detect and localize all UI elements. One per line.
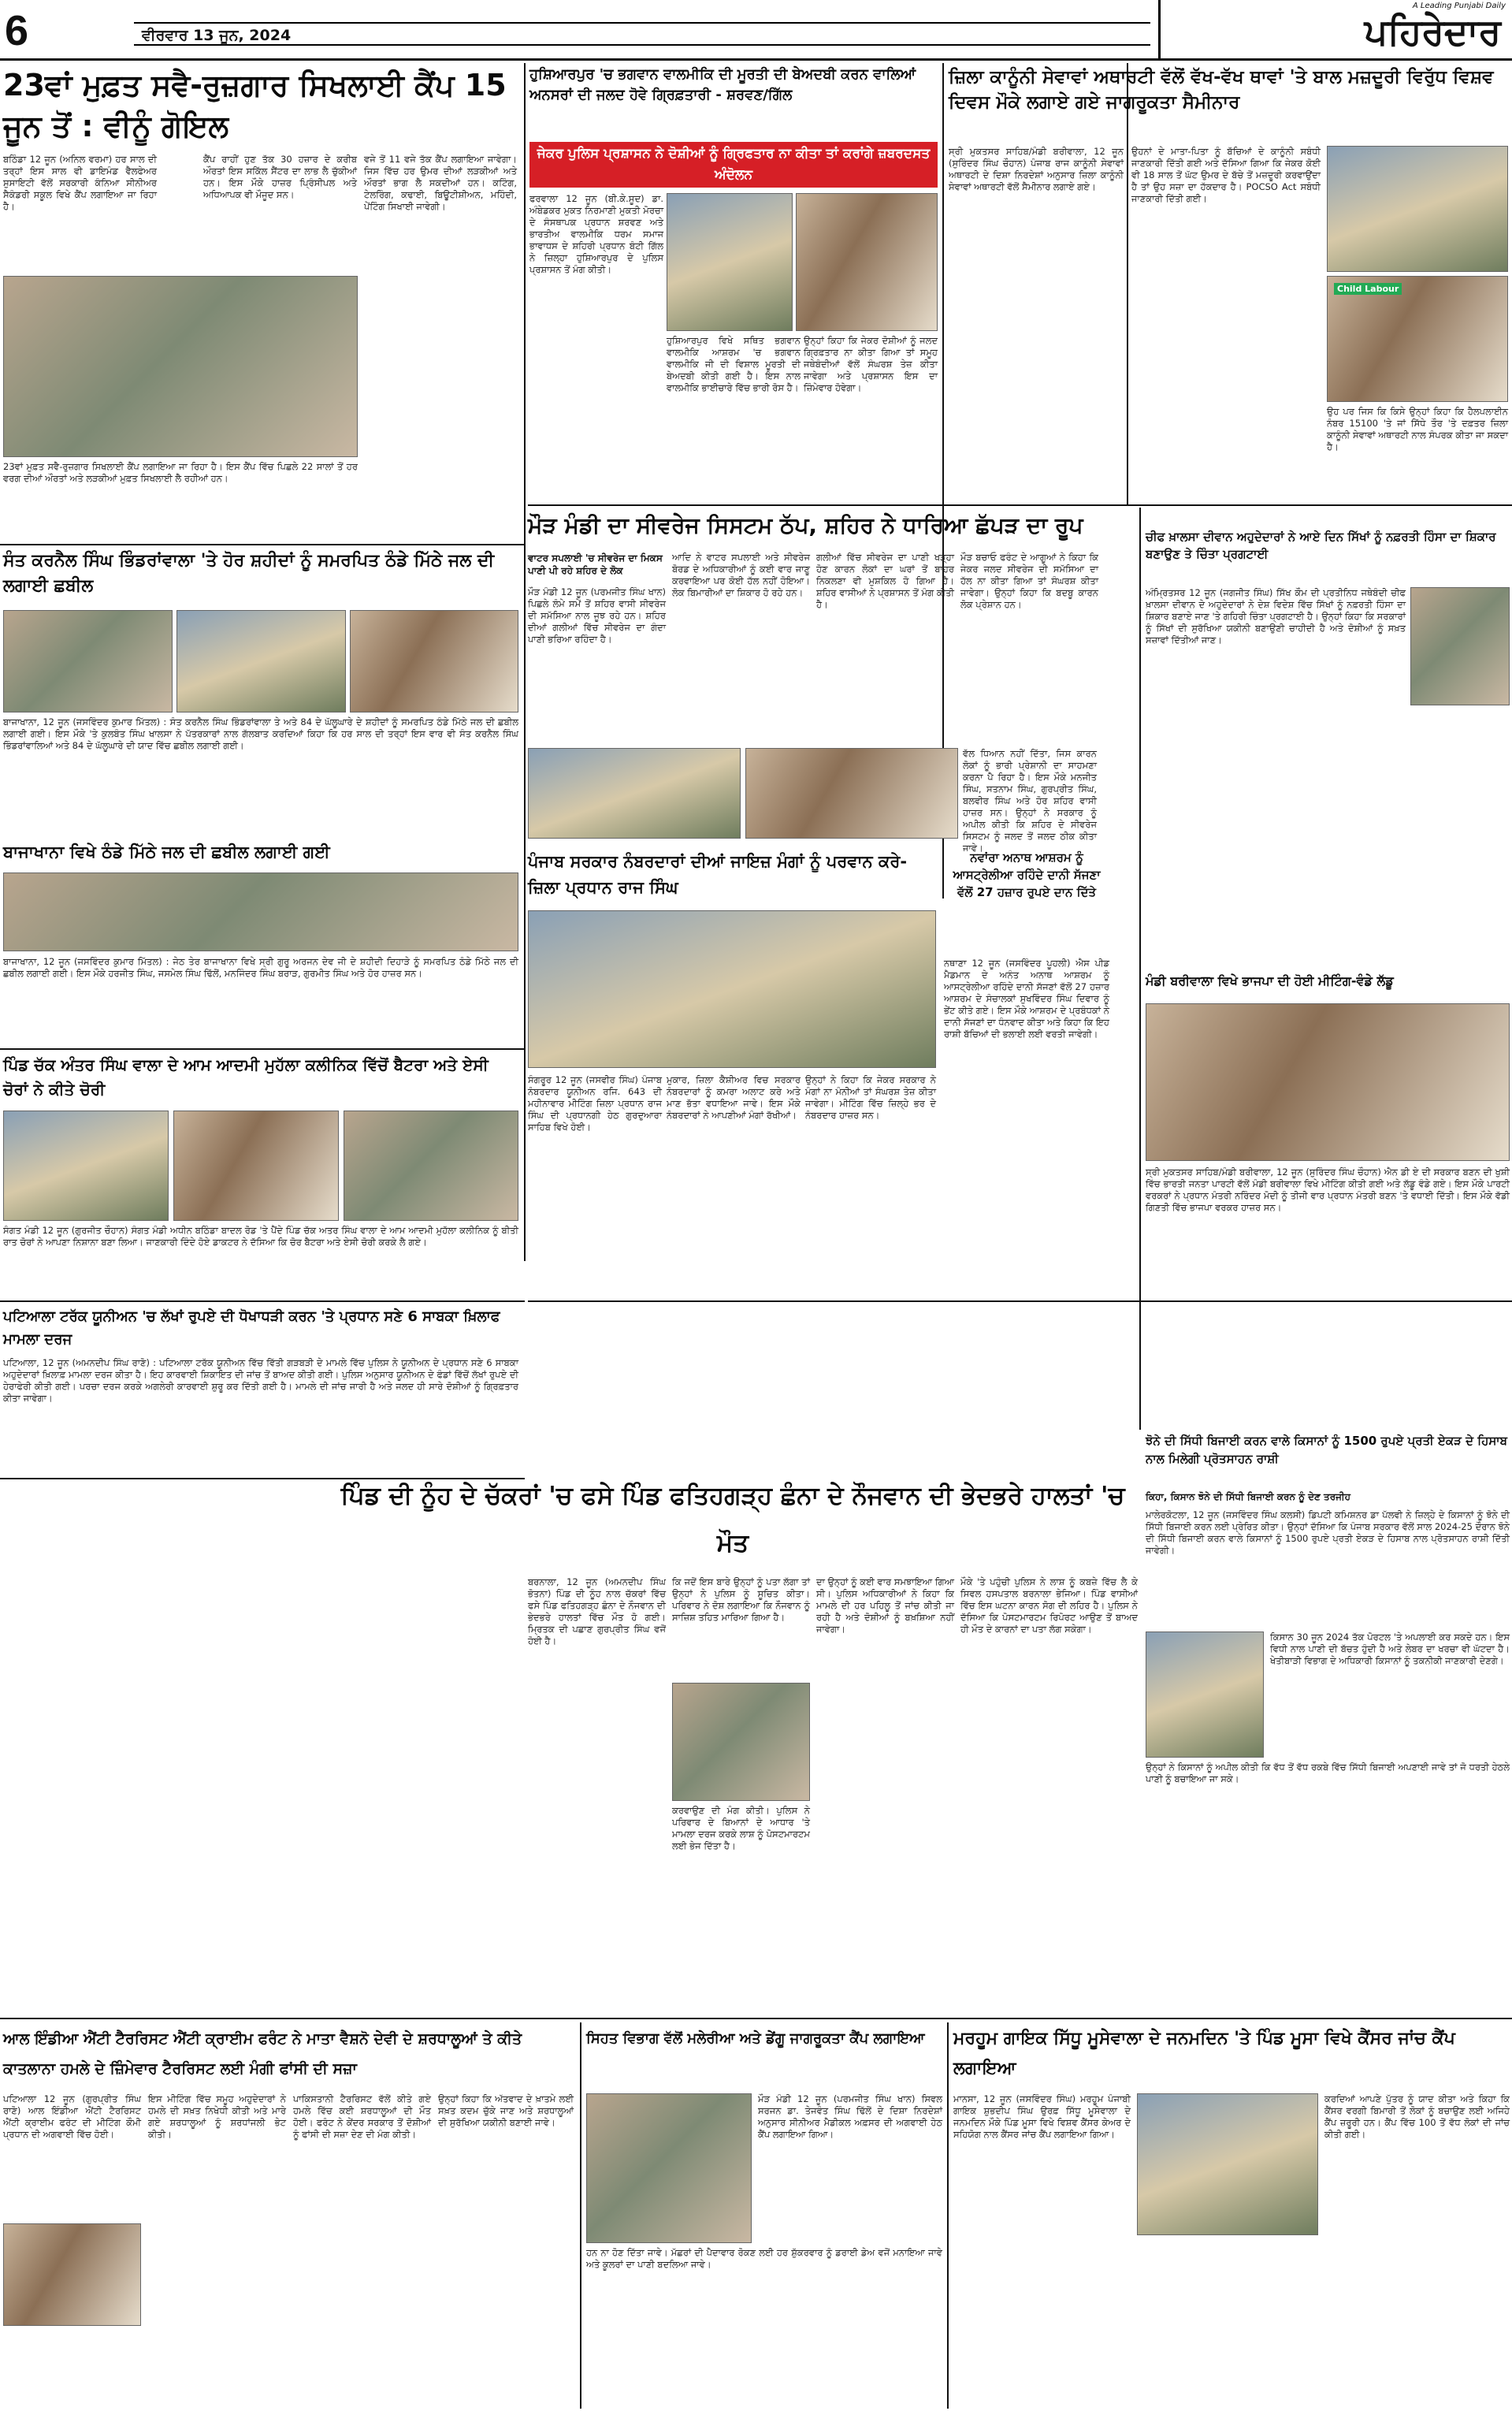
chhabeel-photo-3 <box>350 610 518 713</box>
seminar-body-1: ਸ੍ਰੀ ਮੁਕਤਸਰ ਸਾਹਿਬ/ਮੰਡੀ ਬਰੀਵਾਲਾ, 12 ਜੂਨ (ਸੁਰਿੰਦਰ ਸਿੰਘ ਚੌਹਾਨ) ਪੰਜਾਬ ਰਾਜ ਕਾਨੂੰਨੀ ਸੇਵਾਵਾਂ ਅਥਾਰਟੀ ਦੇ ਦਿਸ਼ਾ ਨਿਰਦੇਸ਼ਾਂ ਅਨੁਸਾਰ ਜ਼ਿਲਾ ਕਾਨੂੰਨੀ ਸੇਵਾਵਾਂ ਅਥਾਰਟੀ ਵੱਲੋਂ ਸੈਮੀਨਾਰ ਲਗਾਏ ਗਏ। <box>949 146 1124 192</box>
drown-body-1: ਬਰਨਾਲਾ, 12 ਜੂਨ (ਅਮਨਦੀਪ ਸਿੰਘ ਭੋਤਨਾ) ਪਿੰਡ ਦੀ ਨੂੰਹ ਨਾਲ ਚੱਕਰਾਂ ਵਿੱਚ ਫਸੇ ਪਿੰਡ ਫਤਿਹਗੜ੍ਹ ਛੰਨਾ ਦੇ ਨੌਜਵਾਨ ਦੀ ਭੇਦਭਰੇ ਹਾਲਤਾਂ ਵਿੱਚ ਮੌਤ ਹੋ ਗਈ। ਮ੍ਰਿਤਕ ਦੀ ਪਛਾਣ ਗੁਰਪ੍ਰੀਤ ਸਿੰਘ ਵਜੋਂ ਹੋਈ ਹੈ। <box>528 1576 666 1646</box>
farmers-body-3: ਉਨ੍ਹਾਂ ਨੇ ਕਿਸਾਨਾਂ ਨੂੰ ਅਪੀਲ ਕੀਤੀ ਕਿ ਵੱਧ ਤੋਂ ਵੱਧ ਰਕਬੇ ਵਿੱਚ ਸਿੱਧੀ ਬਿਜਾਈ ਅਪਣਾਈ ਜਾਵੇ ਤਾਂ ਜੋ ਧਰਤੀ ਹੇਠਲੇ ਪਾਣੀ ਨੂੰ ਬਚਾਇਆ ਜਾ ਸਕੇ। <box>1146 1762 1510 1784</box>
malaria-body-1: ਮੌੜ ਮੰਡੀ 12 ਜੂਨ (ਪਰਮਜੀਤ ਸਿੰਘ ਖਾਨ) ਸਿਵਲ ਸਰਜਨ ਡਾ. ਤੇਜਵੰਤ ਸਿੰਘ ਢਿੱਲੋਂ ਦੇ ਦਿਸ਼ਾ ਨਿਰਦੇਸ਼ਾਂ ਅਨੁਸਾਰ ਸੀਨੀਅਰ ਮੈਡੀਕਲ ਅਫ਼ਸਰ ਦੀ ਅਗਵਾਈ ਹੇਠ ਕੈਂਪ ਲਗਾਇਆ ਗਿਆ। <box>758 2093 942 2140</box>
drown-photo <box>672 1683 810 1801</box>
story-drown-body <box>528 1576 1139 2018</box>
seminar-photo-2 <box>1327 276 1508 402</box>
drown-body-3: ਕਰਵਾਉਣ ਦੀ ਮੰਗ ਕੀਤੀ। ਪੁਲਿਸ ਨੇ ਪਰਿਵਾਰ ਦੇ ਬਿਆਨਾਂ ਦੇ ਆਧਾਰ 'ਤੇ ਮਾਮਲਾ ਦਰਜ ਕਰਕੇ ਲਾਸ਼ ਨੂੰ ਪੋਸਟਮਾਰਟਮ ਲਈ ਭੇਜ ਦਿੱਤਾ ਹੈ। <box>672 1805 810 1851</box>
divider <box>528 1300 1512 1302</box>
moosewala-body-2: ਕਰਦਿਆਂ ਆਪਣੇ ਪੁੱਤਰ ਨੂੰ ਯਾਦ ਕੀਤਾ ਅਤੇ ਕਿਹਾ ਕਿ ਕੈਂਸਰ ਵਰਗੀ ਬਿਮਾਰੀ ਤੋਂ ਲੋਕਾਂ ਨੂੰ ਬਚਾਉਣ ਲਈ ਅਜਿਹੇ ਕੈਂਪ ਜ਼ਰੂਰੀ ਹਨ। ਕੈਂਪ ਵਿੱਚ 100 ਤੋਂ ਵੱਧ ਲੋਕਾਂ ਦੀ ਜਾਂਚ ਕੀਤੀ ਗਈ। <box>1324 2093 1510 2140</box>
headline-clinic: ਪਿੰਡ ਚੱਕ ਅੰਤਰ ਸਿੰਘ ਵਾਲਾ ਦੇ ਆਮ ਆਦਮੀ ਮੁਹੱਲਾ ਕਲੀਨਿਕ ਵਿੱਚੋਂ ਬੈਟਰਾ ਅਤੇ ਏਸੀ ਚੋਰਾਂ ਨੇ ਕੀਤੇ ਚੋਰੀ <box>3 1055 489 1099</box>
camp-body-1: ਬਠਿੰਡਾ 12 ਜੂਨ (ਅਨਿਲ ਵਰਮਾ) ਹਰ ਸਾਲ ਦੀ ਤਰ੍ਹਾਂ ਇਸ ਸਾਲ ਵੀ ਡਾਇਮੰਡ ਵੈਲਫੇਅਰ ਸੁਸਾਇਟੀ ਵੱਲੋਂ ਸਰਕਾਰੀ ਕੰਨਿਆ ਸੀਨੀਅਰ ਸੈਕੰਡਰੀ ਸਕੂਲ ਵਿਖੇ ਕੈਂਪ ਲਗਾਇਆ ਜਾ ਰਿਹਾ ਹੈ। <box>3 154 157 212</box>
drown-body-2: ਕਿ ਜਦੋਂ ਇਸ ਬਾਰੇ ਉਨ੍ਹਾਂ ਨੂੰ ਪਤਾ ਲੱਗਾ ਤਾਂ ਉਨ੍ਹਾਂ ਨੇ ਪੁਲਿਸ ਨੂੰ ਸੂਚਿਤ ਕੀਤਾ। ਪਰਿਵਾਰ ਨੇ ਦੋਸ਼ ਲਗਾਇਆ ਕਿ ਨੌਜਵਾਨ ਨੂੰ ਸਾਜ਼ਿਸ਼ ਤਹਿਤ ਮਾਰਿਆ ਗਿਆ ਹੈ। <box>672 1576 810 1623</box>
arrest-photo-1 <box>667 193 793 331</box>
clinic-photo-2 <box>173 1111 339 1221</box>
paper-tagline: A Leading Punjabi Daily <box>1412 2 1506 10</box>
terror-photo <box>3 2223 141 2326</box>
bjp-body: ਸ੍ਰੀ ਮੁਕਤਸਰ ਸਾਹਿਬ/ਮੰਡੀ ਬਰੀਵਾਲਾ, 12 ਜੂਨ (ਸੁਰਿੰਦਰ ਸਿੰਘ ਚੌਹਾਨ) ਐਨ ਡੀ ਏ ਦੀ ਸਰਕਾਰ ਬਣਨ ਦੀ ਖੁਸ਼ੀ ਵਿੱਚ ਭਾਰਤੀ ਜਨਤਾ ਪਾਰਟੀ ਵੱਲੋਂ ਮੰਡੀ ਬਰੀਵਾਲਾ ਵਿਖੇ ਮੀਟਿੰਗ ਕੀਤੀ ਗਈ ਅਤੇ ਲੱਡੂ ਵੰਡੇ ਗਏ। ਇਸ ਮੌਕੇ ਪਾਰਟੀ ਵਰਕਰਾਂ ਨੇ ਪ੍ਰਧਾਨ ਮੰਤਰੀ ਨਰਿੰਦਰ ਮੋਦੀ ਨੂੰ ਤੀਜੀ ਵਾਰ ਪ੍ਰਧਾਨ ਮੰਤਰੀ ਬਣਨ 'ਤੇ ਵਧਾਈ ਦਿੱਤੀ। ਇਸ ਮੌਕੇ ਵੱਡੀ ਗਿਣਤੀ ਵਿੱਚ ਭਾਜਪਾ ਵਰਕਰ ਹਾਜ਼ਰ ਸਨ। <box>1146 1166 1510 1213</box>
story-bjp <box>1144 966 1512 1431</box>
clinic-body: ਸੰਗਤ ਮੰਡੀ 12 ਜੂਨ (ਗੁਰਜੀਤ ਚੌਹਾਨ) ਸੰਗਤ ਮੰਡੀ ਅਧੀਨ ਬਠਿੰਡਾ ਬਾਦਲ ਰੋਡ 'ਤੇ ਪੈਂਦੇ ਪਿੰਡ ਚੱਕ ਅਤਰ ਸਿੰਘ ਵਾਲਾ ਦੇ ਆਮ ਆਦਮੀ ਮੁਹੱਲਾ ਕਲੀਨਿਕ ਨੂੰ ਬੀਤੀ ਰਾਤ ਚੋਰਾਂ ਨੇ ਆਪਣਾ ਨਿਸ਼ਾਨਾ ਬਣਾ ਲਿਆ। ਜਾਣਕਾਰੀ ਦਿੰਦੇ ਹੋਏ ਡਾਕਟਰ ਨੇ ਦੱਸਿਆ ਕਿ ਚੋਰ ਬੈਟਰਾ ਅਤੇ ਏਸੀ ਚੋਰੀ ਕਰਕੇ ਲੈ ਗਏ। <box>3 1225 518 1248</box>
headline-arrest: ਹੁਸ਼ਿਆਰਪੁਰ 'ਚ ਭਗਵਾਨ ਵਾਲਮੀਕਿ ਦੀ ਮੂਰਤੀ ਦੀ ਬੇਅਦਬੀ ਕਰਨ ਵਾਲਿਆਂ ਅਨਸਰਾਂ ਦੀ ਜਲਦ ਹੋਵੇ ਗ੍ਰਿਫ਼ਤਾਰੀ - ਸ਼ਰਵਣ/ਗਿੱਲ <box>529 66 916 103</box>
bjp-photo <box>1146 1003 1510 1161</box>
drown-body-4: ਦਾ ਉਨ੍ਹਾਂ ਨੂੰ ਕਈ ਵਾਰ ਸਮਝਾਇਆ ਗਿਆ ਸੀ। ਪੁਲਿਸ ਅਧਿਕਾਰੀਆਂ ਨੇ ਕਿਹਾ ਕਿ ਮਾਮਲੇ ਦੀ ਹਰ ਪਹਿਲੂ ਤੋਂ ਜਾਂਚ ਕੀਤੀ ਜਾ ਰਹੀ ਹੈ ਅਤੇ ਦੋਸ਼ੀਆਂ ਨੂੰ ਬਖ਼ਸ਼ਿਆ ਨਹੀਂ ਜਾਵੇਗਾ। <box>816 1576 954 1635</box>
clinic-photo-3 <box>344 1111 518 1221</box>
arrest-body-2: ਹੁਸ਼ਿਆਰਪੁਰ ਵਿਖੇ ਸਥਿਤ ਭਗਵਾਨ ਵਾਲਮੀਕਿ ਆਸ਼ਰਮ 'ਚ ਭਗਵਾਨ ਵਾਲਮੀਕਿ ਜੀ ਦੀ ਵਿਸ਼ਾਲ ਮੂਰਤੀ ਦੀ ਬੇਅਦਬੀ ਕੀਤੀ ਗਈ ਹੈ। ਇਸ ਨਾਲ ਵਾਲਮੀਕਿ ਭਾਈਚਾਰੇ ਵਿੱਚ ਭਾਰੀ ਰੋਸ ਹੈ। <box>667 335 801 393</box>
sewerage-body-1: ਮੌੜ ਮੰਡੀ 12 ਜੂਨ (ਪਰਮਜੀਤ ਸਿੰਘ ਖਾਨ) ਪਿਛਲੇ ਲੰਮੇ ਸਮੇਂ ਤੋਂ ਸ਼ਹਿਰ ਵਾਸੀ ਸੀਵਰੇਜ ਦੀ ਸਮੱਸਿਆ ਨਾਲ ਜੂਝ ਰਹੇ ਹਨ। ਸ਼ਹਿਰ ਦੀਆਂ ਗਲੀਆਂ ਵਿੱਚ ਸੀਵਰੇਜ ਦਾ ਗੰਦਾ ਪਾਣੀ ਭਰਿਆ ਰਹਿੰਦਾ ਹੈ। <box>528 586 666 645</box>
sewerage-body-below: ਵੱਲ ਧਿਆਨ ਨਹੀਂ ਦਿੱਤਾ, ਜਿਸ ਕਾਰਨ ਲੋਕਾਂ ਨੂੰ ਭਾਰੀ ਪ੍ਰੇਸ਼ਾਨੀ ਦਾ ਸਾਹਮਣਾ ਕਰਨਾ ਪੈ ਰਿਹਾ ਹੈ। ਇਸ ਮੌਕੇ ਮਨਜੀਤ ਸਿੰਘ, ਸਤਨਾਮ ਸਿੰਘ, ਗੁਰਪ੍ਰੀਤ ਸਿੰਘ, ਬਲਵੀਰ ਸਿੰਘ ਅਤੇ ਹੋਰ ਸ਼ਹਿਰ ਵਾਸੀ ਹਾਜ਼ਰ ਸਨ। ਉਨ੍ਹਾਂ ਨੇ ਸਰਕਾਰ ਨੂੰ ਅਪੀਲ ਕੀਤੀ ਕਿ ਸ਼ਹਿਰ ਦੇ ਸੀਵਰੇਜ ਸਿਸਟਮ ਨੂੰ ਜਲਦ ਤੋਂ ਜਲਦ ਠੀਕ ਕੀਤਾ ਜਾਵੇ। <box>963 748 1097 854</box>
moosewala-photo <box>1137 2093 1318 2235</box>
story-chhabeel <box>0 547 522 898</box>
farmers-kicker: ਕਿਹਾ, ਕਿਸਾਨ ਝੋਨੇ ਦੀ ਸਿੱਧੀ ਬਿਜਾਈ ਕਰਨ ਨੂੰ ਦੇਣ ਤਰਜੀਹ <box>1146 1491 1350 1502</box>
headline-bjp: ਮੰਡੀ ਬਰੀਵਾਲਾ ਵਿਖੇ ਭਾਜਪਾ ਦੀ ਹੋਈ ਮੀਟਿੰਗ-ਵੰਡੇ ਲੱਡੂ <box>1146 973 1394 988</box>
headline-sewerage: ਮੌੜ ਮੰਡੀ ਦਾ ਸੀਵਰੇਜ ਸਿਸਟਮ ਠੱਪ, ਸ਼ਹਿਰ ਨੇ ਧਾਰਿਆ ਛੱਪੜ ਦਾ ਰੂਪ <box>528 512 1083 538</box>
story-nambardar <box>528 847 938 1300</box>
arrest-photo-2 <box>796 193 938 331</box>
camp-body-2: ਕੈਂਪ ਰਾਹੀਂ ਹੁਣ ਤੱਕ 30 ਹਜ਼ਾਰ ਦੇ ਕਰੀਬ ਔਰਤਾਂ ਇਸ ਸਕਿੱਲ ਸੈਂਟਰ ਦਾ ਲਾਭ ਲੈ ਚੁੱਕੀਆਂ ਹਨ। ਇਸ ਮੌਕੇ ਹਾਜ਼ਰ ਪ੍ਰਿੰਸੀਪਲ ਅਤੇ ਅਧਿਆਪਕ ਵੀ ਮੌਜੂਦ ਸਨ। <box>203 154 357 200</box>
khalsa-photo <box>1410 587 1510 705</box>
masthead <box>0 0 1512 60</box>
divider <box>1139 508 1141 1430</box>
headline-bajakhana: ਬਾਜਾਖਾਨਾ ਵਿਖੇ ਠੰਡੇ ਮਿੱਠੇ ਜਲ ਦੀ ਛਬੀਲ ਲਗਾਈ ਗਈ <box>3 843 330 861</box>
terror-body-2: ਇਸ ਮੀਟਿੰਗ ਵਿੱਚ ਸਮੂਹ ਅਹੁਦੇਦਾਰਾਂ ਨੇ ਹਮਲੇ ਦੀ ਸਖ਼ਤ ਨਿਖੇਧੀ ਕੀਤੀ ਅਤੇ ਮਾਰੇ ਗਏ ਸ਼ਰਧਾਲੂਆਂ ਨੂੰ ਸ਼ਰਧਾਂਜਲੀ ਭੇਟ ਕੀਤੀ। <box>148 2093 286 2140</box>
chhabeel-photo-2 <box>176 610 346 713</box>
divider <box>0 1048 525 1050</box>
camp-photo <box>3 276 358 457</box>
headline-khalsa: ਚੀਫ ਖ਼ਾਲਸਾ ਦੀਵਾਨ ਅਹੁਦੇਦਾਰਾਂ ਨੇ ਆਏ ਦਿਨ ਸਿੱਖਾਂ ਨੂੰ ਨਫ਼ਰਤੀ ਹਿੰਸਾ ਦਾ ਸ਼ਿਕਾਰ ਬਣਾਉਣ ਤੇ ਚਿੰਤਾ ਪ੍ਰਗਟਾਈ <box>1146 530 1496 561</box>
masthead-logo <box>1158 0 1509 60</box>
bajakhana-photo <box>3 872 518 951</box>
camp-caption: 23ਵਾਂ ਮੁਫ਼ਤ ਸਵੈ-ਰੁਜ਼ਗਾਰ ਸਿਖਲਾਈ ਕੈਂਪ ਲਗਾਇਆ ਜਾ ਰਿਹਾ ਹੈ। ਇਸ ਕੈਂਪ ਵਿੱਚ ਪਿਛਲੇ 22 ਸਾਲਾਂ ਤੋਂ ਹਰ ਵਰਗ ਦੀਆਂ ਔਰਤਾਂ ਅਤੇ ਲੜਕੀਆਂ ਮੁਫ਼ਤ ਸਿਖਲਾਈ ਲੈ ਰਹੀਆਂ ਹਨ। <box>3 461 358 484</box>
moosewala-body-1: ਮਾਨਸਾ, 12 ਜੂਨ (ਜਸਵਿੰਦਰ ਸਿੰਘ) ਮਰਹੂਮ ਪੰਜਾਬੀ ਗਾਇਕ ਸ਼ੁਭਦੀਪ ਸਿੰਘ ਉਰਫ਼ ਸਿੱਧੂ ਮੂਸੇਵਾਲਾ ਦੇ ਜਨਮਦਿਨ ਮੌਕੇ ਪਿੰਡ ਮੂਸਾ ਵਿਖੇ ਵਿਸ਼ਵ ਕੈਂਸਰ ਕੇਅਰ ਦੇ ਸਹਿਯੋਗ ਨਾਲ ਕੈਂਸਰ ਜਾਂਚ ਕੈਂਪ ਲਗਾਇਆ ਗਿਆ। <box>953 2093 1131 2140</box>
sewerage-body-3: ਗਲੀਆਂ ਵਿੱਚ ਸੀਵਰੇਜ ਦਾ ਪਾਣੀ ਖੜ੍ਹਾ ਹੋਣ ਕਾਰਨ ਲੋਕਾਂ ਦਾ ਘਰਾਂ ਤੋਂ ਬਾਹਰ ਨਿਕਲਣਾ ਵੀ ਮੁਸ਼ਕਿਲ ਹੋ ਗਿਆ ਹੈ। ਸ਼ਹਿਰ ਵਾਸੀਆਂ ਨੇ ਪ੍ਰਸ਼ਾਸਨ ਤੋਂ ਮੰਗ ਕੀਤੀ ਹੈ। <box>816 552 954 610</box>
arrest-body-1: ਫਰਵਾਲਾ 12 ਜੂਨ (ਬੀ.ਕੇ.ਸੂਦ) ਡਾ. ਅੰਬੇਡਕਰ ਮੁਕਤ ਨਿਰਮਾਣੀ ਮੁਕਤੀ ਮੋਰਚਾ ਦੇ ਸੰਸਥਾਪਕ ਪ੍ਰਧਾਨ ਸ਼ਰਵਣ ਅਤੇ ਭਾਰਤੀਅ ਵਾਲਮੀਕਿ ਧਰਮ ਸਮਾਜ ਭਾਵਾਧਸ ਦੇ ਸ਼ਹਿਰੀ ਪ੍ਰਧਾਨ ਬੰਟੀ ਗਿੱਲ ਨੇ ਜ਼ਿਲ੍ਹਾ ਹੁਸ਼ਿਆਰਪੁਰ ਦੇ ਪੁਲਿਸ ਪ੍ਰਸ਼ਾਸਨ ਤੋਂ ਮੰਗ ਕੀਤੀ। <box>529 193 663 275</box>
headline-terror: ਆਲ ਇੰਡੀਆ ਐਂਟੀ ਟੈਰਰਿਸਟ ਐਂਟੀ ਕ੍ਰਾਈਮ ਫਰੰਟ ਨੇ ਮਾਤਾ ਵੈਸ਼ਨੋ ਦੇਵੀ ਦੇ ਸ਼ਰਧਾਲੂਆਂ ਤੇ ਕੀਤੇ ਕਾਤਲਾਨਾ ਹਮਲੇ ਦੇ ਜ਼ਿੰਮੇਵਾਰ ਟੈਰਰਿਸਟ ਲਈ ਮੰਗੀ ਫਾਂਸੀ ਦੀ ਸਜ਼ਾ <box>3 2030 522 2078</box>
headline-orphanage: ਨਵਾਂਰਾ ਅਨਾਥ ਆਸ਼ਰਮ ਨੂੰ ਆਸਟ੍ਰੇਲੀਆ ਰਹਿੰਦੇ ਦਾਨੀ ਸੱਜਣਾ ਵੱਲੋਂ 27 ਹਜ਼ਾਰ ਰੁਪਏ ਦਾਨ ਦਿੱਤੇ <box>953 850 1101 899</box>
story-bajakhana <box>0 871 522 1048</box>
page-number: 6 <box>5 7 29 54</box>
story-patiala <box>0 1304 522 1477</box>
seminar-photo-1 <box>1327 146 1508 272</box>
patiala-body: ਪਟਿਆਲਾ, 12 ਜੂਨ (ਅਮਨਦੀਪ ਸਿੰਘ ਰਾਣੋ) : ਪਟਿਆਲਾ ਟਰੱਕ ਯੂਨੀਅਨ ਵਿੱਚ ਵਿੱਤੀ ਗੜਬੜੀ ਦੇ ਮਾਮਲੇ ਵਿੱਚ ਪੁਲਿਸ ਨੇ ਯੂਨੀਅਨ ਦੇ ਪ੍ਰਧਾਨ ਸਣੇ 6 ਸਾਬਕਾ ਅਹੁਦੇਦਾਰਾਂ ਖ਼ਿਲਾਫ਼ ਮਾਮਲਾ ਦਰਜ ਕੀਤਾ ਹੈ। ਇਹ ਕਾਰਵਾਈ ਸ਼ਿਕਾਇਤ ਦੀ ਜਾਂਚ ਤੋਂ ਬਾਅਦ ਕੀਤੀ ਗਈ। ਪੁਲਿਸ ਅਨੁਸਾਰ ਯੂਨੀਅਨ ਦੇ ਫੰਡਾਂ ਵਿੱਚੋਂ ਲੱਖਾਂ ਰੁਪਏ ਦੀ ਹੇਰਾਫੇਰੀ ਕੀਤੀ ਗਈ। ਪਰਚਾ ਦਰਜ ਕਰਕੇ ਅਗਲੇਰੀ ਕਾਰਵਾਈ ਸ਼ੁਰੂ ਕਰ ਦਿੱਤੀ ਗਈ ਹੈ। ਮਾਮਲੇ ਦੀ ਜਾਂਚ ਜਾਰੀ ਹੈ ਅਤੇ ਜਲਦ ਹੀ ਸਾਰੇ ਦੋਸ਼ੀਆਂ ਨੂੰ ਗ੍ਰਿਫ਼ਤਾਰ ਕੀਤਾ ਜਾਵੇਗਾ। <box>3 1357 518 1404</box>
paper-name: ਪਹਿਰੇਦਾਰ <box>1364 10 1501 53</box>
masthead-date: ਵੀਰਵਾਰ 13 ਜੂਨ, 2024 <box>142 27 292 44</box>
sewerage-body-2: ਆਦਿ ਨੇ ਵਾਟਰ ਸਪਲਾਈ ਅਤੇ ਸੀਵਰੇਜ ਬੋਰਡ ਦੇ ਅਧਿਕਾਰੀਆਂ ਨੂੰ ਕਈ ਵਾਰ ਜਾਣੂ ਕਰਵਾਇਆ ਪਰ ਕੋਈ ਹੱਲ ਨਹੀਂ ਹੋਇਆ। ਲੋਕ ਬਿਮਾਰੀਆਂ ਦਾ ਸ਼ਿਕਾਰ ਹੋ ਰਹੇ ਹਨ। <box>672 552 810 598</box>
story-arrest <box>528 63 939 504</box>
divider <box>0 1300 525 1302</box>
story-terror <box>0 2022 577 2409</box>
seminar-body-3: ਉਹ ਪਰ ਜਿਸ ਕਿ ਕਿਸੇ ਉਨ੍ਹਾਂ ਕਿਹਾ ਕਿ ਹੈਲਪਲਾਈਨ ਨੰਬਰ 15100 'ਤੇ ਜਾਂ ਸਿੱਧੇ ਤੌਰ 'ਤੇ ਦਫ਼ਤਰ ਜ਼ਿਲਾ ਕਾਨੂੰਨੀ ਸੇਵਾਵਾਂ ਅਥਾਰਟੀ ਨਾਲ ਸੰਪਰਕ ਕੀਤਾ ਜਾ ਸਕਦਾ ਹੈ। <box>1327 406 1508 452</box>
date-bar <box>134 22 1150 46</box>
khalsa-body: ਅੰਮ੍ਰਿਤਸਰ 12 ਜੂਨ (ਜਗਜੀਤ ਸਿੰਘ) ਸਿੱਖ ਕੌਮ ਦੀ ਪ੍ਰਤੀਨਿਧ ਜਥੇਬੰਦੀ ਚੀਫ ਖ਼ਾਲਸਾ ਦੀਵਾਨ ਦੇ ਅਹੁਦੇਦਾਰਾਂ ਨੇ ਦੇਸ਼ ਵਿਦੇਸ਼ ਵਿੱਚ ਸਿੱਖਾਂ ਨੂੰ ਨਫ਼ਰਤੀ ਹਿੰਸਾ ਦਾ ਸ਼ਿਕਾਰ ਬਣਾਏ ਜਾਣ 'ਤੇ ਗਹਿਰੀ ਚਿੰਤਾ ਪ੍ਰਗਟਾਈ ਹੈ। ਉਨ੍ਹਾਂ ਕਿਹਾ ਕਿ ਸਰਕਾਰਾਂ ਨੂੰ ਸਿੱਖਾਂ ਦੀ ਸੁਰੱਖਿਆ ਯਕੀਨੀ ਬਣਾਉਣੀ ਚਾਹੀਦੀ ਹੈ ਅਤੇ ਦੋਸ਼ੀਆਂ ਨੂੰ ਸਖ਼ਤ ਸਜ਼ਾਵਾਂ ਦਿੱਤੀਆਂ ਜਾਣ। <box>1146 587 1406 646</box>
divider <box>580 2022 581 2409</box>
headline-nambardar: ਪੰਜਾਬ ਸਰਕਾਰ ਨੰਬਰਦਾਰਾਂ ਦੀਆਂ ਜਾਇਜ਼ ਮੰਗਾਂ ਨੂੰ ਪਰਵਾਨ ਕਰੇ- ਜ਼ਿਲਾ ਪ੍ਰਧਾਨ ਰਾਜ ਸਿੰਘ <box>528 852 908 897</box>
sewerage-kicker: ਵਾਟਰ ਸਪਲਾਈ 'ਚ ਸੀਵਰੇਜ ਦਾ ਮਿਕਸ ਪਾਣੀ ਪੀ ਰਹੇ ਸ਼ਹਿਰ ਦੇ ਲੋਕ <box>528 553 663 576</box>
malaria-body-2: ਹਨ ਨਾ ਹੋਣ ਦਿੱਤਾ ਜਾਵੇ। ਮੱਛਰਾਂ ਦੀ ਪੈਦਾਵਾਰ ਰੋਕਣ ਲਈ ਹਰ ਸ਼ੁੱਕਰਵਾਰ ਨੂੰ ਡਰਾਈ ਡੇਅ ਵਜੋਂ ਮਨਾਇਆ ਜਾਵੇ ਅਤੇ ਕੂਲਰਾਂ ਦਾ ਪਾਣੀ ਬਦਲਿਆ ਜਾਵੇ। <box>586 2247 942 2270</box>
headline-camp: 23ਵਾਂ ਮੁਫ਼ਤ ਸਵੈ-ਰੁਜ਼ਗਾਰ ਸਿਖਲਾਈ ਕੈਂਪ 15 ਜੂਨ ਤੋਂ : ਵੀਨੂੰ ਗੋਇਲ <box>3 68 507 143</box>
masthead-rule <box>0 58 1512 61</box>
nambardar-body-3: ਉਨ੍ਹਾਂ ਨੇ ਕਿਹਾ ਕਿ ਜੇਕਰ ਸਰਕਾਰ ਨੇ ਮੰਗਾਂ ਨਾ ਮੰਨੀਆਂ ਤਾਂ ਸੰਘਰਸ਼ ਤੇਜ਼ ਕੀਤਾ ਜਾਵੇਗਾ। ਮੀਟਿੰਗ ਵਿੱਚ ਜ਼ਿਲ੍ਹੇ ਭਰ ਦੇ ਨੰਬਰਦਾਰ ਹਾਜ਼ਰ ਸਨ। <box>805 1074 936 1121</box>
headline-farmers: ਝੋਨੇ ਦੀ ਸਿੱਧੀ ਬਿਜਾਈ ਕਰਨ ਵਾਲੇ ਕਿਸਾਨਾਂ ਨੂੰ 1500 ਰੁਪਏ ਪ੍ਰਤੀ ਏਕੜ ਦੇ ਹਿਸਾਬ ਨਾਲ ਮਿਲੇਗੀ ਪ੍ਰੋਤਸਾਹਨ ਰਾਸ਼ੀ <box>1146 1434 1507 1466</box>
nambardar-body-2: ਮੁਕਾਰ, ਜ਼ਿਲਾ ਕੈਸ਼ੀਅਰ ਵਿਚ ਸਰਕਾਰ ਨੰਬਰਦਾਰਾਂ ਨੂੰ ਕਮਰਾ ਅਲਾਟ ਕਰੇ ਅਤੇ ਮਾਣ ਭੱਤਾ ਵਧਾਇਆ ਜਾਵੇ। ਇਸ ਮੌਕੇ ਨੰਬਰਦਾਰਾਂ ਨੇ ਆਪਣੀਆਂ ਮੰਗਾਂ ਰੱਖੀਆਂ। <box>667 1074 801 1121</box>
story-camp <box>0 63 520 544</box>
story-clinic <box>0 1051 522 1300</box>
headline-seminar: ਜ਼ਿਲਾ ਕਾਨੂੰਨੀ ਸੇਵਾਵਾਂ ਅਥਾਰਟੀ ਵੱਲੋਂ ਵੱਖ-ਵੱਖ ਥਾਵਾਂ 'ਤੇ ਬਾਲ ਮਜ਼ਦੂਰੀ ਵਿਰੁੱਧ ਵਿਸ਼ਵ ਦਿਵਸ ਮੌਕੇ ਲਗਾਏ ਗਏ ਜਾਗਰੂਕਤਾ ਸੈਮੀਨਾਰ <box>949 67 1494 113</box>
arrest-red-banner: ਜੇਕਰ ਪੁਲਿਸ ਪ੍ਰਸ਼ਾਸਨ ਨੇ ਦੋਸ਼ੀਆਂ ਨੂੰ ਗ੍ਰਿਫਤਾਰ ਨਾ ਕੀਤਾ ਤਾਂ ਕਰਾਂਗੇ ਜ਼ਬਰਦਸਤ ਅੰਦੋਲਨ <box>529 142 938 188</box>
story-farmers <box>1144 1431 1512 2053</box>
headline-patiala: ਪਟਿਆਲਾ ਟਰੱਕ ਯੂਨੀਅਨ 'ਚ ਲੱਖਾਂ ਰੁਪਏ ਦੀ ਧੋਖਾਧੜੀ ਕਰਨ 'ਤੇ ਪ੍ਰਧਾਨ ਸਣੇ 6 ਸਾਬਕਾ ਖ਼ਿਲਾਫ ਮਾਮਲਾ ਦਰਜ <box>3 1308 500 1348</box>
divider <box>0 2018 1512 2019</box>
terror-body-4: ਉਨ੍ਹਾਂ ਕਿਹਾ ਕਿ ਅੱਤਵਾਦ ਦੇ ਖ਼ਾਤਮੇ ਲਈ ਸਖ਼ਤ ਕਦਮ ਚੁੱਕੇ ਜਾਣ ਅਤੇ ਸ਼ਰਧਾਲੂਆਂ ਦੀ ਸੁਰੱਖਿਆ ਯਕੀਨੀ ਬਣਾਈ ਜਾਵੇ। <box>438 2093 574 2128</box>
story-seminar <box>945 63 1512 504</box>
nambardar-body-1: ਸੰਗਰੂਰ 12 ਜੂਨ (ਜਸਵੀਰ ਸਿੰਘ) ਪੰਜਾਬ ਨੰਬਰਦਾਰ ਯੂਨੀਅਨ ਰਜਿ. 643 ਦੀ ਮਹੀਨਾਵਾਰ ਮੀਟਿੰਗ ਜ਼ਿਲਾ ਪ੍ਰਧਾਨ ਰਾਜ ਸਿੰਘ ਦੀ ਪ੍ਰਧਾਨਗੀ ਹੇਠ ਗੁਰਦੁਆਰਾ ਸਾਹਿਬ ਵਿਖੇ ਹੋਈ। <box>528 1074 662 1133</box>
sewerage-body-4: ਮੌੜ ਬਚਾਓ ਫਰੰਟ ਦੇ ਆਗੂਆਂ ਨੇ ਕਿਹਾ ਕਿ ਜੇਕਰ ਜਲਦ ਸੀਵਰੇਜ ਦੀ ਸਮੱਸਿਆ ਦਾ ਹੱਲ ਨਾ ਕੀਤਾ ਗਿਆ ਤਾਂ ਸੰਘਰਸ਼ ਕੀਤਾ ਜਾਵੇਗਾ। ਉਨ੍ਹਾਂ ਕਿਹਾ ਕਿ ਬਦਬੂ ਕਾਰਨ ਲੋਕ ਪ੍ਰੇਸ਼ਾਨ ਹਨ। <box>960 552 1098 610</box>
seminar-body-2: ਉਹਨਾਂ ਦੇ ਮਾਤਾ-ਪਿਤਾ ਨੂੰ ਬੱਚਿਆਂ ਦੇ ਕਾਨੂੰਨੀ ਸਬੰਧੀ ਜਾਣਕਾਰੀ ਦਿੱਤੀ ਗਈ ਅਤੇ ਦੱਸਿਆ ਗਿਆ ਕਿ ਜੇਕਰ ਕੋਈ ਵੀ 18 ਸਾਲ ਤੋਂ ਘੱਟ ਉਮਰ ਦੇ ਬੱਚੇ ਤੋਂ ਮਜ਼ਦੂਰੀ ਕਰਵਾਉਂਦਾ ਹੈ ਤਾਂ ਉਹ ਸਜ਼ਾ ਦਾ ਹੱਕਦਾਰ ਹੈ। POCSO Act ਸਬੰਧੀ ਜਾਣਕਾਰੀ ਦਿੱਤੀ ਗਈ। <box>1131 146 1321 204</box>
farmers-body-1: ਮਾਲੇਰਕੋਟਲਾ, 12 ਜੂਨ (ਜਸਵਿੰਦਰ ਸਿੰਘ ਕਲਸੀ) ਡਿਪਟੀ ਕਮਿਸ਼ਨਰ ਡਾ ਪੱਲਵੀ ਨੇ ਜ਼ਿਲ੍ਹੇ ਦੇ ਕਿਸਾਨਾਂ ਨੂੰ ਝੋਨੇ ਦੀ ਸਿੱਧੀ ਬਿਜਾਈ ਕਰਨ ਲਈ ਪ੍ਰੇਰਿਤ ਕੀਤਾ। ਉਨ੍ਹਾਂ ਦੱਸਿਆ ਕਿ ਪੰਜਾਬ ਸਰਕਾਰ ਵੱਲੋਂ ਸਾਲ 2024-25 ਦੌਰਾਨ ਝੋਨੇ ਦੀ ਸਿੱਧੀ ਬਿਜਾਈ ਕਰਨ ਵਾਲੇ ਕਿਸਾਨਾਂ ਨੂੰ 1500 ਰੁਪਏ ਪ੍ਰਤੀ ਏਕੜ ਦੇ ਹਿਸਾਬ ਨਾਲ ਪ੍ਰੋਤਸਾਹਨ ਰਾਸ਼ੀ ਦਿੱਤੀ ਜਾਵੇਗੀ। <box>1146 1509 1510 1556</box>
farmers-photo <box>1146 1632 1264 1758</box>
seminar-poster-text: Child Labour <box>1334 283 1402 295</box>
farmers-body-2: ਕਿਸਾਨ 30 ਜੂਨ 2024 ਤੱਕ ਪੋਰਟਲ 'ਤੇ ਅਪਲਾਈ ਕਰ ਸਕਦੇ ਹਨ। ਇਸ ਵਿਧੀ ਨਾਲ ਪਾਣੀ ਦੀ ਬੱਚਤ ਹੁੰਦੀ ਹੈ ਅਤੇ ਲੇਬਰ ਦਾ ਖਰਚਾ ਵੀ ਘੱਟਦਾ ਹੈ। ਖੇਤੀਬਾੜੀ ਵਿਭਾਗ ਦੇ ਅਧਿਕਾਰੀ ਕਿਸਾਨਾਂ ਨੂੰ ਤਕਨੀਕੀ ਜਾਣਕਾਰੀ ਦੇਣਗੇ। <box>1270 1632 1510 1666</box>
headline-drown: ਪਿੰਡ ਦੀ ਨੂੰਹ ਦੇ ਚੱਕਰਾਂ 'ਚ ਫਸੇ ਪਿੰਡ ਫਤਿਹਗੜ੍ਹ ਛੰਨਾ ਦੇ ਨੌਜਵਾਨ ਦੀ ਭੇਦਭਰੇ ਹਾਲਤਾਂ 'ਚ ਮੌਤ <box>340 1482 1125 1557</box>
headline-chhabeel: ਸੰਤ ਕਰਨੈਲ ਸਿੰਘ ਭਿੰਡਰਾਂਵਾਲਾ 'ਤੇ ਹੋਰ ਸ਼ਹੀਦਾਂ ਨੂੰ ਸਮਰਪਿਤ ਠੰਡੇ ਮਿੱਠੇ ਜਲ ਦੀ ਲਗਾਈ ਛਬੀਲ <box>3 551 495 596</box>
chhabeel-body: ਬਾਜਾਖਾਨਾ, 12 ਜੂਨ (ਜਸਵਿੰਦਰ ਕੁਮਾਰ ਮਿੱਤਲ) : ਸੰਤ ਕਰਨੈਲ ਸਿੰਘ ਭਿੰਡਰਾਂਵਾਲਾ ਤੇ ਅਤੇ 84 ਦੇ ਘੱਲੂਘਾਰੇ ਦੇ ਸ਼ਹੀਦਾਂ ਨੂੰ ਸਮਰਪਿਤ ਠੰਡੇ ਮਿੱਠੇ ਜਲ ਦੀ ਛਬੀਲ ਲਗਾਈ ਗਈ। ਇਸ ਮੌਕੇ 'ਤੇ ਕੁਲਬੰਤ ਸਿੰਘ ਖਾਲਸਾ ਨੇ ਪੱਤਰਕਾਰਾਂ ਨਾਲ ਗੱਲਬਾਤ ਕਰਦਿਆਂ ਕਿਹਾ ਕਿ ਹਰ ਸਾਲ ਦੀ ਤਰ੍ਹਾਂ ਇਸ ਵਾਰ ਵੀ ਸੰਤ ਕਰਨੈਲ ਸਿੰਘ ਭਿੰਡਰਾਂਵਾਲਿਆਂ ਅਤੇ 84 ਦੇ ਘੱਲੂਘਾਰੇ ਦੀ ਯਾਦ ਵਿੱਚ ਛਬੀਲ ਲਗਾਈ ਗਈ। <box>3 716 518 751</box>
clinic-photo-1 <box>3 1111 169 1221</box>
headline-moosewala: ਮਰਹੂਮ ਗਾਇਕ ਸਿੱਧੂ ਮੂਸੇਵਾਲਾ ਦੇ ਜਨਮਦਿਨ 'ਤੇ ਪਿੰਡ ਮੂਸਾ ਵਿਖੇ ਕੈਂਸਰ ਜਾਂਚ ਕੈਂਪ ਲਗਾਇਆ <box>953 2029 1455 2078</box>
divider <box>947 2022 949 2409</box>
story-malaria <box>585 2022 944 2409</box>
story-khalsa <box>1144 512 1512 962</box>
terror-body-1: ਪਟਿਆਲਾ 12 ਜੂਨ (ਗੁਰਪ੍ਰੀਤ ਸਿੰਘ ਰਾਣੋ) ਆਲ ਇੰਡੀਆ ਐਂਟੀ ਟੈਰਰਿਸਟ ਐਂਟੀ ਕ੍ਰਾਈਮ ਫਰੰਟ ਦੀ ਮੀਟਿੰਗ ਕੌਮੀ ਪ੍ਰਧਾਨ ਦੀ ਅਗਵਾਈ ਵਿੱਚ ਹੋਈ। <box>3 2093 141 2140</box>
malaria-photo <box>586 2093 752 2243</box>
orphanage-body: ਨਥਾਣਾ 12 ਜੂਨ (ਜਸਵਿੰਦਰ ਪੂਹਲੀ) ਐਸ ਪੀਡ ਮੈਡਮਾਨ ਦੇ ਅਨੰਤ ਅਨਾਥ ਆਸ਼ਰਮ ਨੂੰ ਆਸਟ੍ਰੇਲੀਆ ਰਹਿੰਦੇ ਦਾਨੀ ਸੱਜਣਾਂ ਵੱਲੋਂ 27 ਹਜ਼ਾਰ ਆਸ਼ਰਮ ਦੇ ਸੰਚਾਲਕਾਂ ਸੁਖਵਿੰਦਰ ਸਿੰਘ ਦਿਵਾਰ ਨੂੰ ਭੇਂਟ ਕੀਤੇ ਗਏ। ਇਸ ਮੌਕੇ ਆਸ਼ਰਮ ਦੇ ਪ੍ਰਬੰਧਕਾਂ ਨੇ ਦਾਨੀ ਸੱਜਣਾਂ ਦਾ ਧੰਨਵਾਦ ਕੀਤਾ ਅਤੇ ਕਿਹਾ ਕਿ ਇਹ ਰਾਸ਼ੀ ਬੱਚਿਆਂ ਦੀ ਭਲਾਈ ਲਈ ਵਰਤੀ ਜਾਵੇਗੀ। <box>944 958 1109 1040</box>
camp-body-3: ਵਜੇ ਤੋਂ 11 ਵਜੇ ਤੱਕ ਕੈਂਪ ਲਗਾਇਆ ਜਾਵੇਗਾ। ਜਿਸ ਵਿੱਚ ਹਰ ਉਮਰ ਦੀਆਂ ਲੜਕੀਆਂ ਅਤੇ ਔਰਤਾਂ ਭਾਗ ਲੈ ਸਕਦੀਆਂ ਹਨ। ਕਟਿੰਗ, ਟੇਲਰਿੰਗ, ਕਢਾਈ, ਬਿਊਟੀਸ਼ੀਅਨ, ਮਹਿੰਦੀ, ਪੇਂਟਿੰਗ ਸਿਖਾਈ ਜਾਵੇਗੀ। <box>364 154 517 212</box>
terror-body-3: ਪਾਕਿਸਤਾਨੀ ਟੈਰਰਿਸਟ ਵੱਲੋਂ ਕੀਤੇ ਗਏ ਹਮਲੇ ਵਿੱਚ ਕਈ ਸ਼ਰਧਾਲੂਆਂ ਦੀ ਮੌਤ ਹੋਈ। ਫਰੰਟ ਨੇ ਕੇਂਦਰ ਸਰਕਾਰ ਤੋਂ ਦੋਸ਼ੀਆਂ ਨੂੰ ਫਾਂਸੀ ਦੀ ਸਜ਼ਾ ਦੇਣ ਦੀ ਮੰਗ ਕੀਤੀ। <box>293 2093 431 2140</box>
divider <box>524 63 526 1261</box>
headline-malaria: ਸਿਹਤ ਵਿਭਾਗ ਵੱਲੋਂ ਮਲੇਰੀਆ ਅਤੇ ਡੇਂਗੂ ਜਾਗਰੂਕਤਾ ਕੈਂਪ ਲਗਾਇਆ <box>586 2030 925 2047</box>
sewerage-photo-1 <box>528 748 741 839</box>
divider <box>528 504 1512 506</box>
chhabeel-photo-1 <box>3 610 173 713</box>
divider <box>0 544 525 545</box>
bajakhana-body: ਬਾਜਾਖਾਨਾ, 12 ਜੂਨ (ਜਸਵਿੰਦਰ ਕੁਮਾਰ ਮਿੱਤਲ) : ਜੇਠ ਤੇਰ ਬਾਜਾਖਾਨਾ ਵਿਖੇ ਸ੍ਰੀ ਗੁਰੂ ਅਰਜਨ ਦੇਵ ਜੀ ਦੇ ਸ਼ਹੀਦੀ ਦਿਹਾੜੇ ਨੂੰ ਸਮਰਪਿਤ ਠੰਡੇ ਮਿੱਠੇ ਜਲ ਦੀ ਛਬੀਲ ਲਗਾਈ ਗਈ। ਇਸ ਮੌਕੇ ਹਰਜੀਤ ਸਿੰਘ, ਜਸਮੇਲ ਸਿੰਘ ਢਿੱਲੋਂ, ਮਨਜਿੰਦਰ ਸਿੰਘ ਬਰਾੜ, ਗੁਰਮੀਤ ਸਿੰਘ ਅਤੇ ਹੋਰ ਹਾਜ਼ਰ ਸਨ। <box>3 956 518 979</box>
sewerage-photo-2 <box>745 748 958 839</box>
story-moosewala <box>952 2022 1512 2409</box>
arrest-body-3: ਉਨ੍ਹਾਂ ਕਿਹਾ ਕਿ ਜੇਕਰ ਦੋਸ਼ੀਆਂ ਨੂੰ ਜਲਦ ਗ੍ਰਿਫ਼ਤਾਰ ਨਾ ਕੀਤਾ ਗਿਆ ਤਾਂ ਸਮੂਹ ਜਥੇਬੰਦੀਆਂ ਵੱਲੋਂ ਸੰਘਰਸ਼ ਤੇਜ਼ ਕੀਤਾ ਜਾਵੇਗਾ ਅਤੇ ਪ੍ਰਸ਼ਾਸਨ ਇਸ ਦਾ ਜ਼ਿੰਮੇਵਾਰ ਹੋਵੇਗਾ। <box>804 335 938 393</box>
nambardar-photo <box>528 910 936 1068</box>
story-orphanage <box>942 847 1111 1297</box>
drown-body-5: ਮੌਕੇ 'ਤੇ ਪਹੁੰਚੀ ਪੁਲਿਸ ਨੇ ਲਾਸ਼ ਨੂੰ ਕਬਜ਼ੇ ਵਿੱਚ ਲੈ ਕੇ ਸਿਵਲ ਹਸਪਤਾਲ ਬਰਨਾਲਾ ਭੇਜਿਆ। ਪਿੰਡ ਵਾਸੀਆਂ ਵਿੱਚ ਇਸ ਘਟਨਾ ਕਾਰਨ ਸੋਗ ਦੀ ਲਹਿਰ ਹੈ। ਪੁਲਿਸ ਨੇ ਦੱਸਿਆ ਕਿ ਪੋਸਟਮਾਰਟਮ ਰਿਪੋਰਟ ਆਉਣ ਤੋਂ ਬਾਅਦ ਹੀ ਮੌਤ ਦੇ ਕਾਰਨਾਂ ਦਾ ਪਤਾ ਲੱਗ ਸਕੇਗਾ। <box>960 1576 1138 1635</box>
